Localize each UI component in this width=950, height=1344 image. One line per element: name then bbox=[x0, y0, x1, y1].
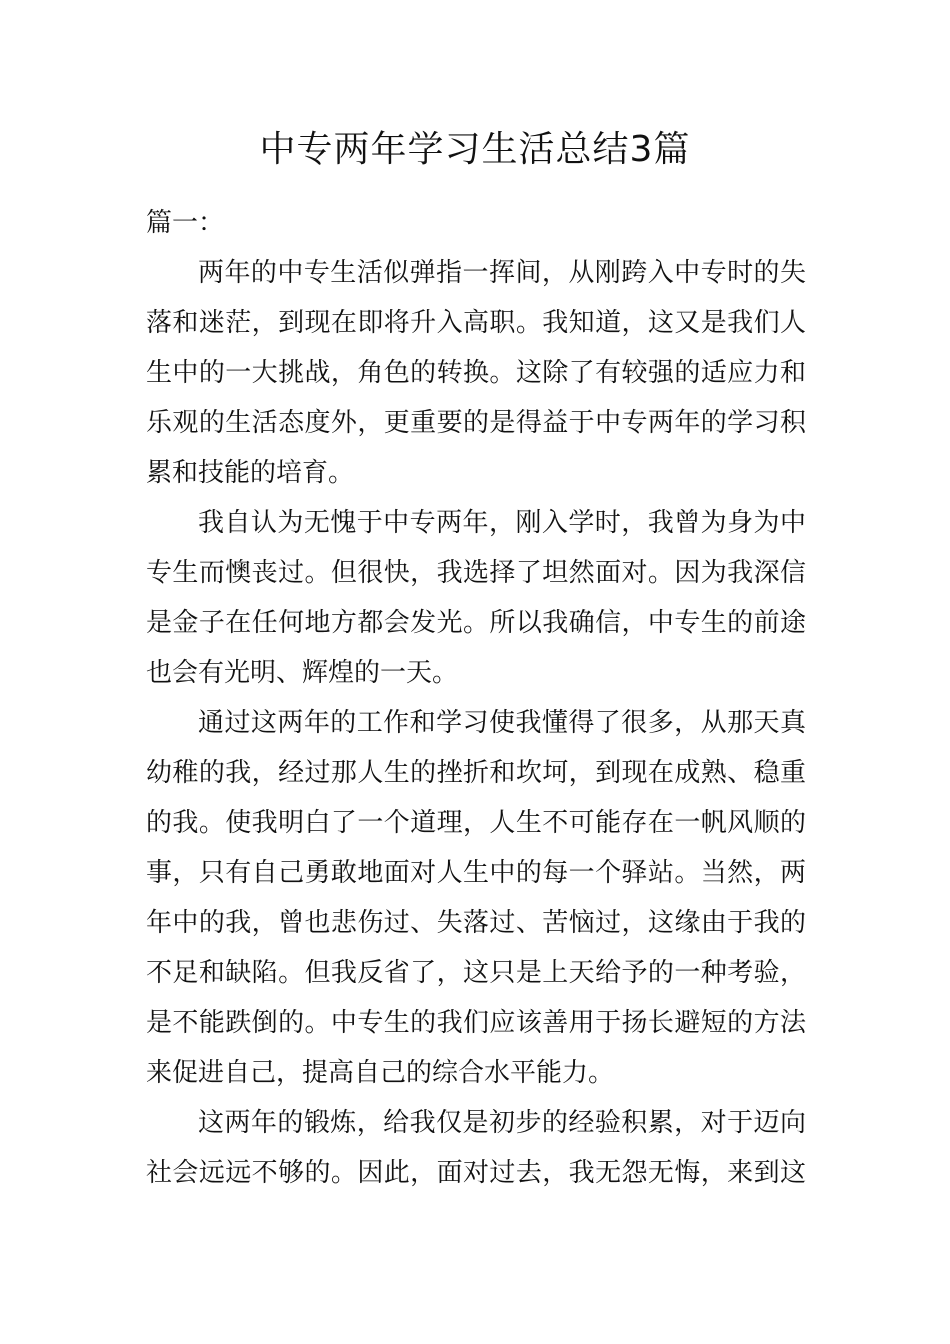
paragraph-line: 乐观的生活态度外，更重要的是得益于中专两年的学习积 bbox=[146, 408, 806, 438]
paragraph-line: 不足和缺陷。但我反省了，这只是上天给予的一种考验， bbox=[146, 958, 806, 988]
paragraph-line: 累和技能的培育。 bbox=[146, 458, 355, 488]
paragraph-4 bbox=[146, 1098, 806, 1198]
paragraph-line: 是不能跌倒的。中专生的我们应该善用于扬长避短的方法 bbox=[146, 1008, 806, 1038]
paragraph-line: 事，只有自己勇敢地面对人生中的每一个驿站。当然，两 bbox=[146, 858, 806, 888]
paragraph-line: 的我。使我明白了一个道理，人生不可能存在一帆风顺的 bbox=[146, 808, 806, 838]
document-title: 中专两年学习生活总结3篇 bbox=[259, 129, 691, 170]
paragraph-line: 来促进自己，提高自己的综合水平能力。 bbox=[146, 1058, 615, 1088]
paragraph-line: 落和迷茫，到现在即将升入高职。我知道，这又是我们人 bbox=[146, 308, 806, 338]
paragraph-line: 幼稚的我，经过那人生的挫折和坎坷，到现在成熟、稳重 bbox=[146, 758, 806, 788]
paragraph-line: 也会有光明、辉煌的一天。 bbox=[146, 658, 459, 688]
paragraph-line: 我自认为无愧于中专两年，刚入学时，我曾为身为中 bbox=[198, 508, 806, 538]
paragraph-2 bbox=[146, 498, 806, 698]
paragraph-line: 通过这两年的工作和学习使我懂得了很多，从那天真 bbox=[198, 708, 806, 738]
paragraph-3 bbox=[146, 698, 806, 1098]
paragraph-line: 是金子在任何地方都会发光。所以我确信，中专生的前途 bbox=[146, 608, 806, 638]
paragraph-line: 社会远远不够的。因此，面对过去，我无怨无悔，来到这 bbox=[146, 1158, 806, 1188]
paragraph-line: 专生而懊丧过。但很快，我选择了坦然面对。因为我深信 bbox=[146, 558, 806, 588]
document-body bbox=[146, 198, 806, 1198]
paragraph-line: 两年的中专生活似弹指一挥间，从刚跨入中专时的失 bbox=[198, 258, 806, 288]
paragraph-line: 这两年的锻炼，给我仅是初步的经验积累，对于迈向 bbox=[198, 1108, 806, 1138]
paragraph-1 bbox=[146, 248, 806, 498]
paragraph-line: 生中的一大挑战，角色的转换。这除了有较强的适应力和 bbox=[146, 358, 806, 388]
section-label: 篇一： bbox=[146, 208, 225, 238]
paragraph-line: 年中的我，曾也悲伤过、失落过、苦恼过，这缘由于我的 bbox=[146, 908, 806, 938]
